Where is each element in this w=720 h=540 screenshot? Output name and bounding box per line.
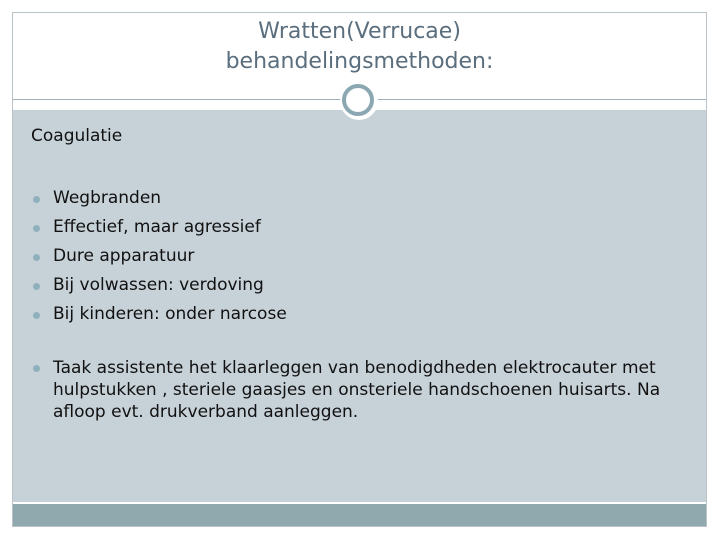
circle-ring-icon [340,82,378,120]
title-line-2: behandelingsmethoden: [225,49,494,74]
list-item [31,242,287,271]
circle-ring-inner [342,84,374,116]
slide-title [13,17,706,77]
list-item-text: Wegbranden [53,188,162,208]
task-paragraph-text: Taak assistente het klaarleggen van benodigdheden elektrocauter met hulpstukken , steriele gaasjes en onsteriele handschoenen huisarts. Na afloop evt. drukverband aanleggen. [53,358,661,422]
slide [12,12,707,527]
subheading: Coagulatie [31,126,123,146]
list-item [31,300,287,329]
bullet-icon [33,254,40,261]
content-panel [13,110,706,502]
list-item-text: Effectief, maar agressief [53,217,261,237]
list-item [31,213,287,242]
bullet-icon [33,312,40,319]
list-item [31,271,287,300]
list-item [31,184,287,213]
bullet-icon [33,196,40,203]
bullet-icon [33,283,40,290]
list-item-text: Bij volwassen: verdoving [53,275,264,295]
title-line-1: Wratten(Verrucae) [258,19,461,44]
task-paragraph [31,357,701,423]
bullet-icon [33,225,40,232]
list-item-text: Bij kinderen: onder narcose [53,304,287,324]
list-item-text: Dure apparatuur [53,246,195,266]
bullet-list [31,184,287,329]
bullet-icon [33,365,40,372]
footer-bar [13,504,706,526]
